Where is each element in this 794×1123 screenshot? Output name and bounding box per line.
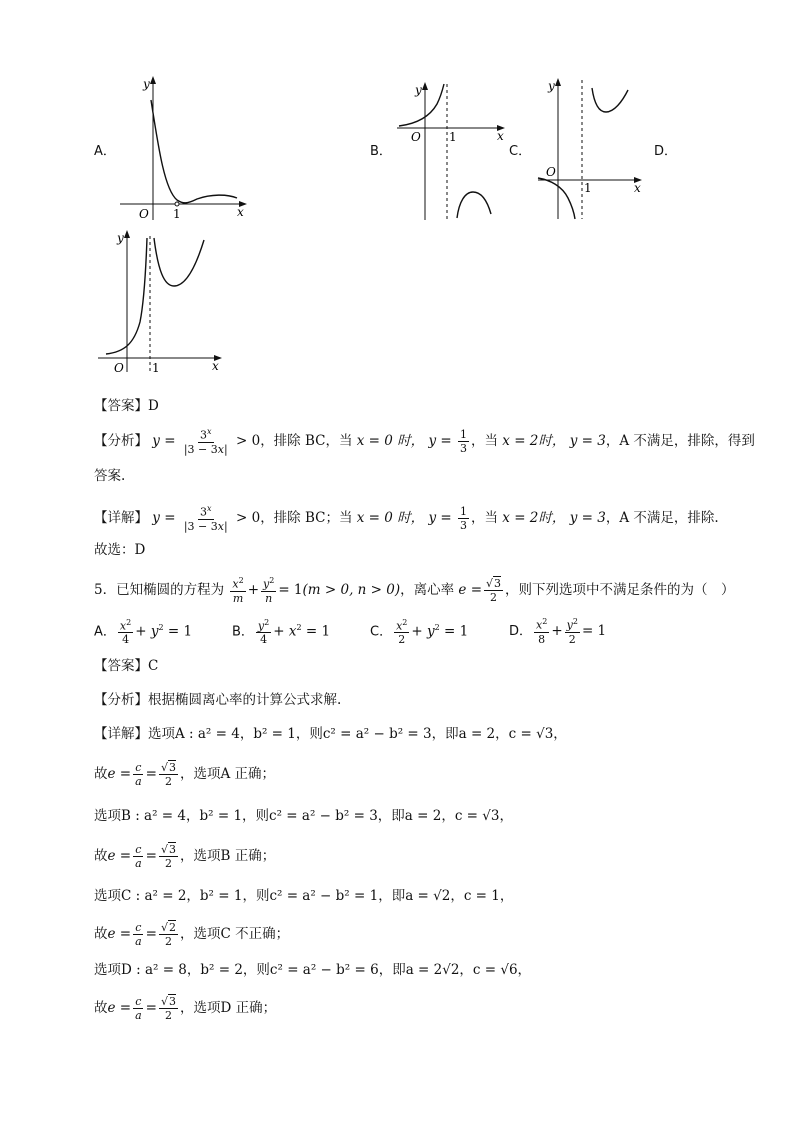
y-label: y	[548, 79, 555, 93]
option-a-label: A．	[94, 144, 116, 159]
fraction-3x: $\frac{3^x}{|3 - 3x|}$	[183, 504, 228, 533]
q5-analysis-line	[94, 690, 341, 710]
open-point	[175, 202, 179, 206]
q5-detail-d: 选项D : a² = 8，b² = 2，则c² = a² − b² = 6，即a = 2√2，c = √6，	[94, 962, 532, 978]
detail-a-text: 选项A : a² = 4，b² = 1，则c² = a² − b² = 3，即a = 2，c = √3，	[148, 726, 567, 742]
detail-part-2: ，当	[471, 509, 498, 526]
analysis-part-3: ，A 不满足，排除，得到	[605, 432, 755, 449]
graph-c	[534, 74, 654, 222]
formula-y: y =	[428, 432, 452, 449]
analysis-tag: 【分析】	[94, 692, 148, 708]
y-arrow-icon	[555, 78, 561, 86]
y-arrow-icon	[124, 230, 130, 238]
fraction-y2-n: $\frac{y^2}{n}$	[263, 576, 275, 605]
option-c-label: C．	[509, 144, 532, 159]
detail-part-1: ，排除 BC；当	[260, 509, 353, 526]
y-label: y	[143, 77, 150, 91]
analysis-tag: 【分析】	[94, 432, 148, 449]
answer-tag: 【答案】	[94, 658, 148, 674]
formula-y: y =	[428, 509, 452, 526]
fraction-one-third: $\frac{1}{3}$	[460, 427, 467, 455]
q5-conclusion-b: 故e = $\frac{c}{a}$ = $\frac{√3}{2}$ ，选项B 正确；	[94, 843, 276, 870]
answer-value: D	[148, 398, 159, 414]
curve-a	[151, 100, 237, 203]
x-label: x	[497, 129, 504, 143]
q5-option-b: B． $\frac{y^2}{4}$ + $x^2 = 1$	[232, 617, 331, 647]
analysis-x0: x = 0 时，	[356, 432, 425, 449]
detail-x2: x = 2时，	[502, 509, 566, 526]
analysis-text: 根据椭圆离心率的计算公式求解.	[148, 692, 342, 708]
q5-detail-c: 选项C : a² = 2，b² = 1，则c² = a² − b² = 1，即a = √2，c = 1，	[94, 888, 514, 904]
fraction-root3-2: $\frac{√3}{2}$	[486, 576, 502, 604]
y-arrow-icon	[422, 82, 428, 90]
fraction-3x: $\frac{3^x}{|3 - 3x|}$	[183, 427, 228, 456]
y-label: y	[415, 83, 422, 97]
origin-label: O	[139, 207, 149, 221]
option-d-label: D．	[654, 144, 678, 159]
answer-tag: 【答案】	[94, 398, 148, 414]
detail-x0: x = 0 时，	[356, 509, 425, 526]
gt-zero: > 0	[235, 509, 261, 526]
stem-mid: ，离心率	[400, 581, 455, 598]
detail-y3: y = 3	[569, 509, 606, 526]
curve-d-right	[154, 238, 204, 286]
option-b-label: B．	[370, 144, 392, 159]
answer-value: C	[148, 658, 159, 674]
x-label: x	[634, 181, 641, 195]
x-label: x	[237, 205, 244, 219]
analysis-y3: y = 3	[569, 432, 606, 449]
formula-y: y =	[152, 509, 176, 526]
one-label: 1	[584, 181, 592, 195]
stem-prefix: 5．已知椭圆的方程为	[94, 581, 225, 598]
y-label: y	[117, 231, 124, 245]
curve-b-right	[457, 192, 491, 218]
q4-conclusion: 故选：D	[94, 542, 146, 558]
origin-label: O	[546, 165, 556, 179]
y-arrow-icon	[150, 76, 156, 84]
analysis-part-1: ，排除 BC，当	[260, 432, 353, 449]
one-label: 1	[449, 130, 457, 144]
detail-part-3: ，A 不满足，排除.	[605, 509, 719, 526]
formula-y: y =	[152, 432, 176, 449]
q5-option-c: C． $\frac{x^2}{2}$ + $y^2 = 1$	[370, 617, 469, 647]
q4-analysis-line	[94, 428, 755, 455]
q5-stem: 5．已知椭圆的方程为 $\frac{x^2}{m}$ + $\frac{y^2}{n}$ = 1(m > 0, n > 0)，离心率 e = $\frac{√3}{2}$ ，则下列选项中不满足条件的为（ ）	[94, 576, 735, 605]
q5-conclusion-d: 故e = $\frac{c}{a}$ = $\frac{√3}{2}$ ，选项D 正确；	[94, 995, 277, 1022]
fraction-x2-m: $\frac{x^2}{m}$	[232, 576, 244, 605]
graph-d	[94, 226, 234, 376]
one-label: 1	[173, 207, 181, 221]
detail-tag: 【详解】	[94, 509, 148, 526]
graph-a	[115, 72, 255, 224]
gt-zero: > 0	[235, 432, 261, 449]
curve-c-left	[538, 178, 575, 219]
q5-detail-b: 选项B : a² = 4，b² = 1，则c² = a² − b² = 3，即a = 2，c = √3，	[94, 808, 513, 824]
origin-label: O	[114, 361, 124, 375]
stem-condition: (m > 0, n > 0)	[302, 581, 401, 598]
q5-option-a: A． $\frac{x^2}{4}$ + $y^2 = 1$	[94, 617, 193, 647]
curve-c-right	[592, 88, 628, 112]
x-label: x	[212, 359, 219, 373]
q5-detail-a	[94, 724, 567, 744]
analysis-part-2: ，当	[471, 432, 498, 449]
graph-b	[393, 78, 513, 223]
detail-tag: 【详解】	[94, 726, 148, 742]
origin-label: O	[411, 130, 421, 144]
fraction-one-third: $\frac{1}{3}$	[460, 504, 467, 532]
analysis-x2: x = 2时，	[502, 432, 566, 449]
stem-tail: ，则下列选项中不满足条件的为（ ）	[505, 581, 735, 598]
q5-answer-line	[94, 656, 158, 676]
q4-answer-line	[94, 396, 159, 416]
one-label: 1	[152, 361, 160, 375]
q4-detail-line	[94, 505, 719, 532]
q4-analysis-cont: 答案.	[94, 468, 126, 484]
q5-conclusion-c: 故e = $\frac{c}{a}$ = $\frac{√2}{2}$ ，选项C 不正确；	[94, 921, 290, 948]
q5-option-d: D． $\frac{x^2}{8}$ + $\frac{y^2}{2}$ = 1	[509, 617, 607, 646]
q5-conclusion-a: 故e = $\frac{c}{a}$ = $\frac{√3}{2}$ ，选项A 正确；	[94, 761, 276, 788]
